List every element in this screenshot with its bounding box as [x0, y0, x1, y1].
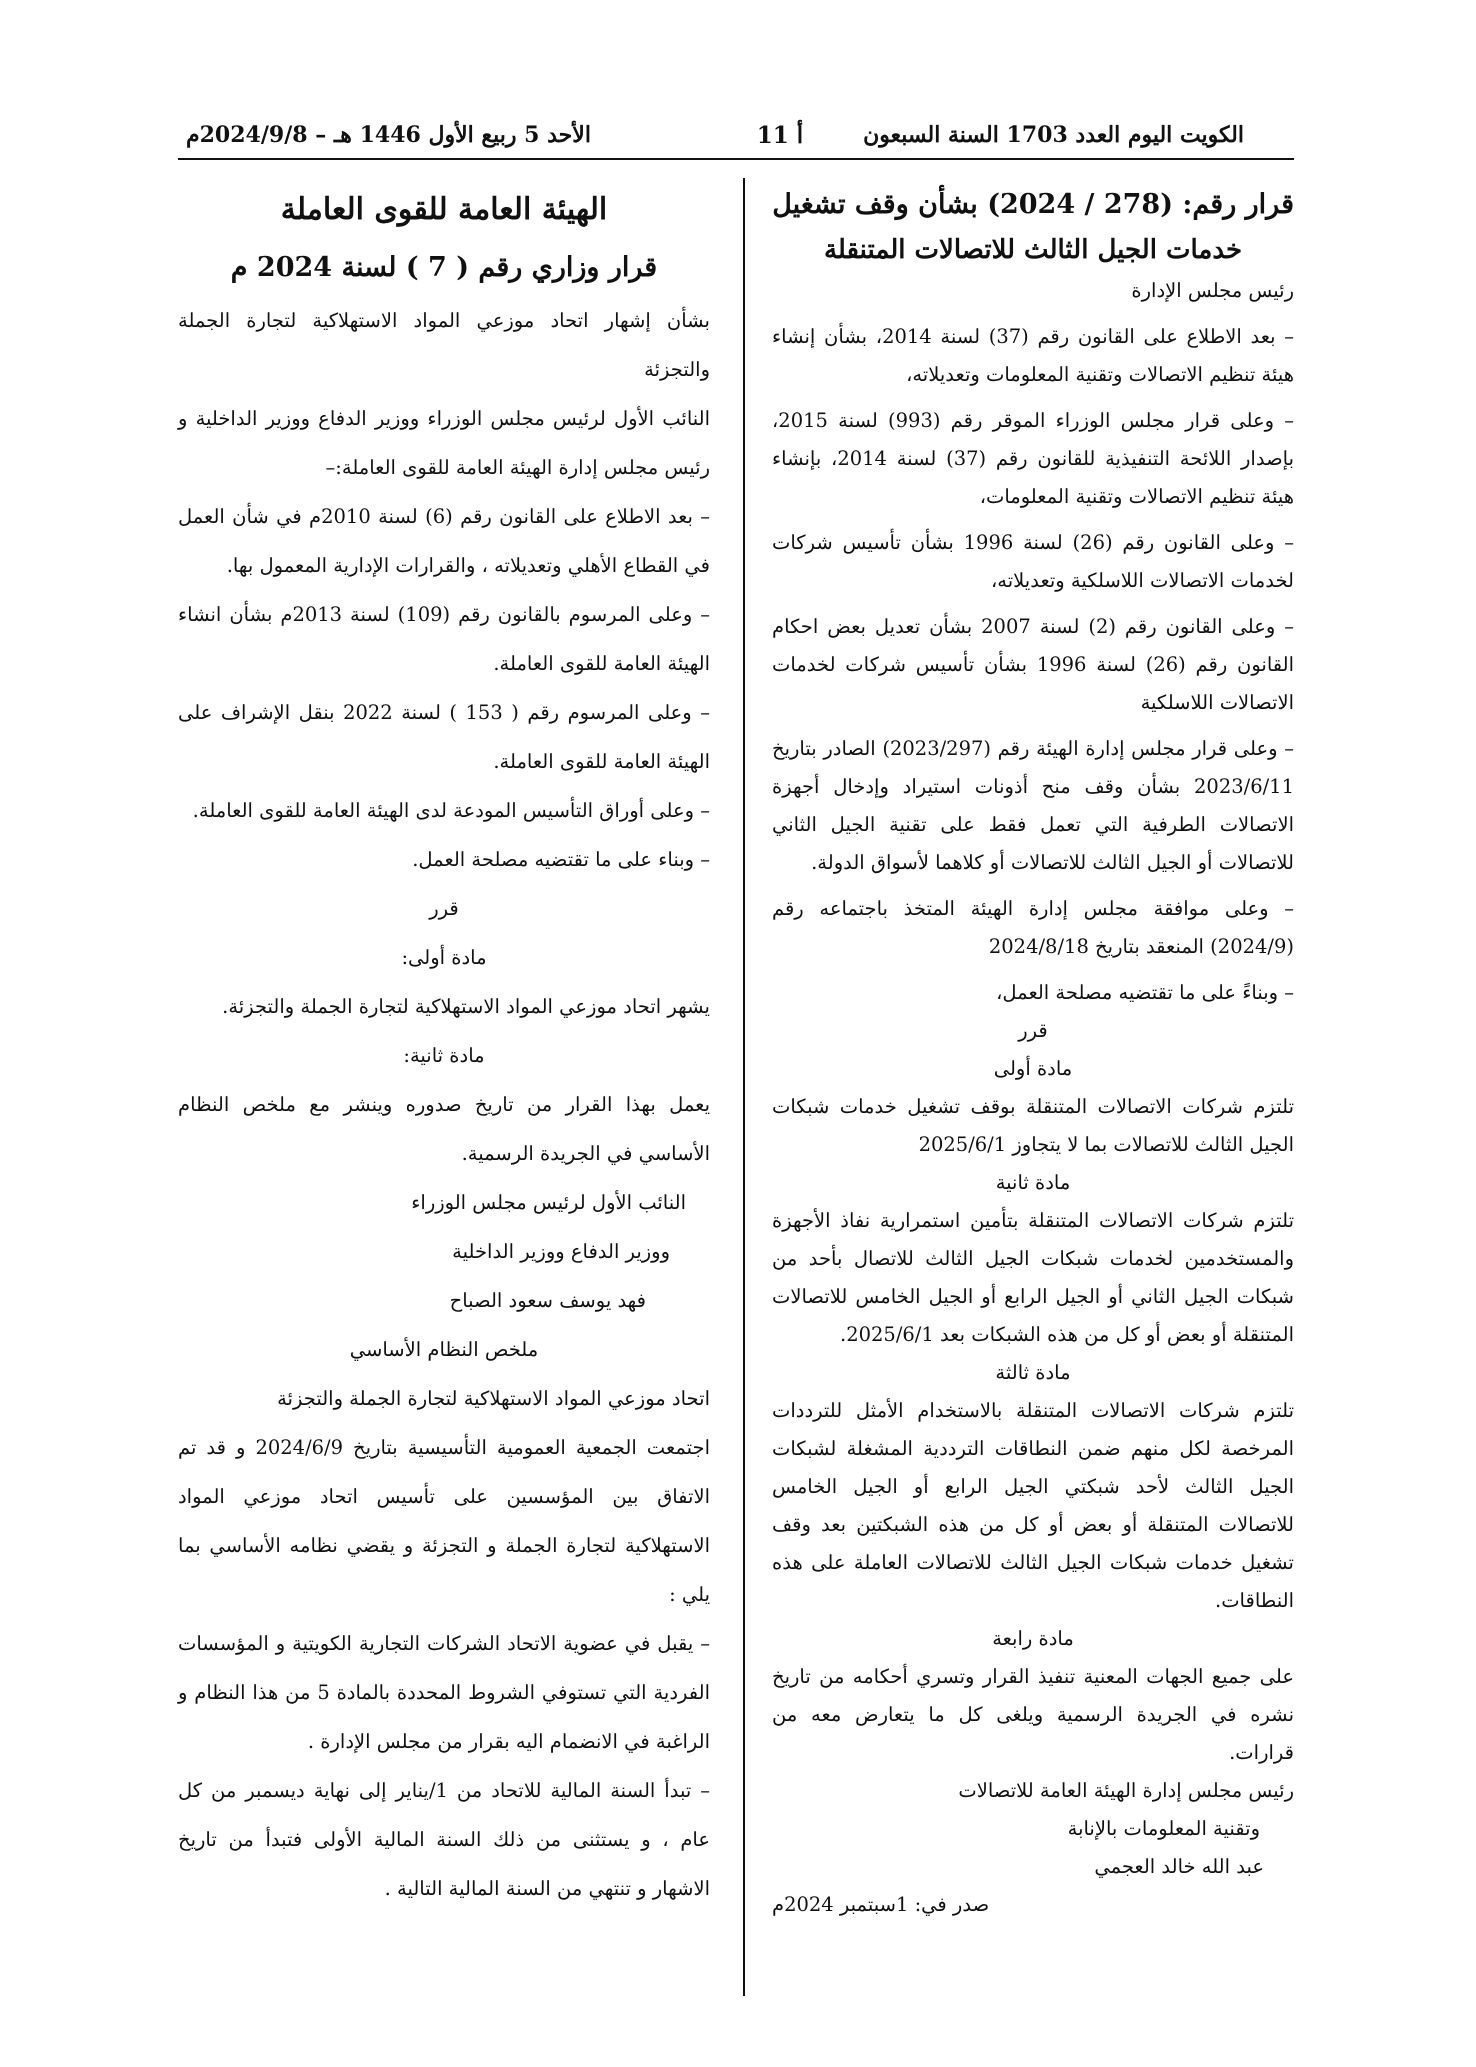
- issuer: رئيس مجلس الإدارة: [1131, 279, 1294, 302]
- article-text: تلتزم شركات الاتصالات المتنقلة بالاستخدام الأمثل للترددات المرخصة لكل منهم ضمن النطاقات الترددية المشغلة لشبكات الجيل الثالث لأحد شبكتي الجيل الرابع أو الجيل الخامس للاتصالات المتنقلة أو بعض أو كل من هذه الشبكتين بعد وقف تشغيل خدمات شبكات الجيل الثالث للاتصالات العاملة على هذه النطاقات.: [772, 1399, 1294, 1612]
- union-name: اتحاد موزعي المواد الاستهلاكية لتجارة الجملة والتجزئة: [277, 1387, 710, 1410]
- article-title: مادة ثالثة: [995, 1361, 1071, 1384]
- preamble-item: – بعد الاطلاع على القانون رقم (6) لسنة 2010م في شأن العمل في القطاع الأهلي وتعديلاته ، والقرارات الإدارية المعمول بها.: [178, 505, 711, 577]
- preamble-item: – وبناء على ما تقتضيه مصلحة العمل.: [412, 848, 710, 871]
- preamble-item: – وعلى المرسوم بالقانون رقم (109) لسنة 2013م بشأن انشاء الهيئة العامة للقوى العاملة.: [178, 603, 710, 675]
- article-title: مادة رابعة: [992, 1627, 1074, 1650]
- summary-title: ملخص النظام الأساسي: [349, 1338, 539, 1361]
- summary-paragraph: اجتمعت الجمعية العمومية التأسيسية بتاريخ 2024/6/9 و قد تم الاتفاق بين المؤسسين على تأسيس اتحاد موزعي المواد الاستهلاكية لتجارة الجملة و التجزئة و يقضي نظامه الأساسي بما يلي :: [178, 1436, 710, 1606]
- preamble-item: – وعلى موافقة مجلس إدارة الهيئة المتخذ باجتماعه رقم (2024/9) المنعقد بتاريخ 2024/8/18: [772, 897, 1294, 958]
- preamble-item: – بعد الاطلاع على القانون رقم (37) لسنة 2014، بشأن إنشاء هيئة تنظيم الاتصالات وتقنية المعلومات وتعديلاته،: [772, 325, 1294, 386]
- signatory-title: رئيس مجلس إدارة الهيئة العامة للاتصالات: [958, 1779, 1294, 1802]
- preamble-item: – وعلى المرسوم رقم ( 153 ) لسنة 2022 بنقل الإشراف على الهيئة العامة للقوى العاملة.: [178, 701, 710, 773]
- preamble-item: – وعلى القانون رقم (26) لسنة 1996 بشأن تأسيس شركات لخدمات الاتصالات اللاسلكية وتعديلاته،: [772, 531, 1294, 592]
- preamble-item: – وعلى قرار مجلس الوزراء الموقر رقم (993) لسنة 2015، بإصدار اللائحة التنفيذية للقانون رقم (37) لسنة 2014، بإنشاء هيئة تنظيم الاتصالات وتقنية المعلومات،: [772, 409, 1294, 508]
- signatory-name: عبد الله خالد العجمي: [1094, 1855, 1264, 1878]
- decree-subject: بشأن إشهار اتحاد موزعي المواد الاستهلاكية لتجارة الجملة والتجزئة: [178, 309, 710, 381]
- article-text: تلتزم شركات الاتصالات المتنقلة بتأمين استمرارية نفاذ الأجهزة والمستخدمين لخدمات شبكات الجيل الثالث للاتصال بأحد من شبكات الجيل الثاني أو الجيل الرابع أو الجيل الخامس للاتصالات المتنقلة أو بعض أو كل من هذه الشبكات بعد 2025/6/1.: [772, 1209, 1294, 1346]
- article-text: يعمل بهذا القرار من تاريخ صدوره وينشر مع ملخص النظام الأساسي في الجريدة الرسمية.: [178, 1093, 710, 1165]
- preamble-item: – وعلى القانون رقم (2) لسنة 2007 بشأن تعديل بعض احكام القانون رقم (26) لسنة 1996 بشأن تأسيس شركات لخدمات الاتصالات اللاسلكية: [772, 615, 1294, 714]
- header-rule: [178, 158, 1294, 160]
- signatory-title: النائب الأول لرئيس مجلس الوزراء: [411, 1191, 686, 1214]
- decided-heading: قرر: [1018, 1019, 1048, 1042]
- signatory-name: فهد يوسف سعود الصباح: [449, 1289, 646, 1312]
- article-text: تلتزم شركات الاتصالات المتنقلة بوقف تشغيل خدمات شبكات الجيل الثالث للاتصالات بما لا يتجاوز 2025/6/1: [772, 1095, 1294, 1156]
- issue-date-note: صدر في: 1سبتمبر 2024م: [772, 1893, 990, 1916]
- page-number: أ 11: [756, 122, 804, 149]
- article-title: مادة أولى:: [401, 946, 487, 969]
- column-divider: [743, 178, 745, 1996]
- signatory-title: ووزير الدفاع ووزير الداخلية: [452, 1240, 670, 1263]
- article-title: مادة ثانية: [995, 1171, 1071, 1194]
- article-title: مادة ثانية:: [403, 1044, 485, 1067]
- ministerial-decree-title: قرار وزاري رقم ( 7 ) لسنة 2024 م: [230, 252, 658, 283]
- signatory-title: وتقنية المعلومات بالإنابة: [1067, 1817, 1260, 1840]
- decision-subtitle: خدمات الجيل الثالث للاتصالات المتنقلة: [823, 235, 1243, 265]
- issue-info: الكويت اليوم العدد 1703 السنة السبعون: [863, 122, 1244, 148]
- summary-paragraph: – تبدأ السنة المالية للاتحاد من 1/يناير إلى نهاية ديسمبر من كل عام ، و يستثنى من ذلك السنة المالية الأولى فتبدأ من تاريخ الاشهار و تنتهي من السنة المالية التالية .: [178, 1779, 710, 1900]
- left-column: [178, 178, 710, 1913]
- right-column: [772, 178, 1294, 1924]
- issue-date: الأحد 5 ربيع الأول 1446 هـ – 2024/9/8م: [186, 122, 591, 148]
- authority-name: الهيئة العامة للقوى العاملة: [280, 192, 608, 227]
- preamble-item: – وعلى قرار مجلس إدارة الهيئة رقم (2023/297) الصادر بتاريخ 2023/6/11 بشأن وقف منح أذونات استيراد وإدخال أجهزة الاتصالات الطرفية التي تعمل فقط على تقنية الجيل الثاني للاتصالات أو الجيل الثالث للاتصالات أو كلاهما لأسواق الدولة.: [772, 737, 1294, 874]
- article-text: يشهر اتحاد موزعي المواد الاستهلاكية لتجارة الجملة والتجزئة.: [222, 995, 710, 1018]
- article-title: مادة أولى: [993, 1057, 1073, 1080]
- decision-title: قرار رقم: (278 / 2024) بشأن وقف تشغيل: [772, 189, 1294, 220]
- summary-paragraph: – يقبل في عضوية الاتحاد الشركات التجارية الكويتية و المؤسسات الفردية التي تستوفي الشروط المحددة بالمادة 5 من هذا النظام و الراغبة في الانضمام اليه بقرار من مجلس الإدارة .: [178, 1632, 710, 1753]
- decided-heading: قرر: [429, 897, 459, 920]
- issuer: النائب الأول لرئيس مجلس الوزراء ووزير الدفاع ووزير الداخلية و رئيس مجلس إدارة الهيئة العامة للقوى العاملة:–: [178, 407, 710, 479]
- article-text: على جميع الجهات المعنية تنفيذ القرار وتسري أحكامه من تاريخ نشره في الجريدة الرسمية ويلغى كل ما يتعارض معه من قرارات.: [772, 1665, 1294, 1764]
- preamble-item: – وعلى أوراق التأسيس المودعة لدى الهيئة العامة للقوى العاملة.: [192, 799, 710, 822]
- preamble-item: – وبناءً على ما تقتضيه مصلحة العمل،: [996, 981, 1294, 1004]
